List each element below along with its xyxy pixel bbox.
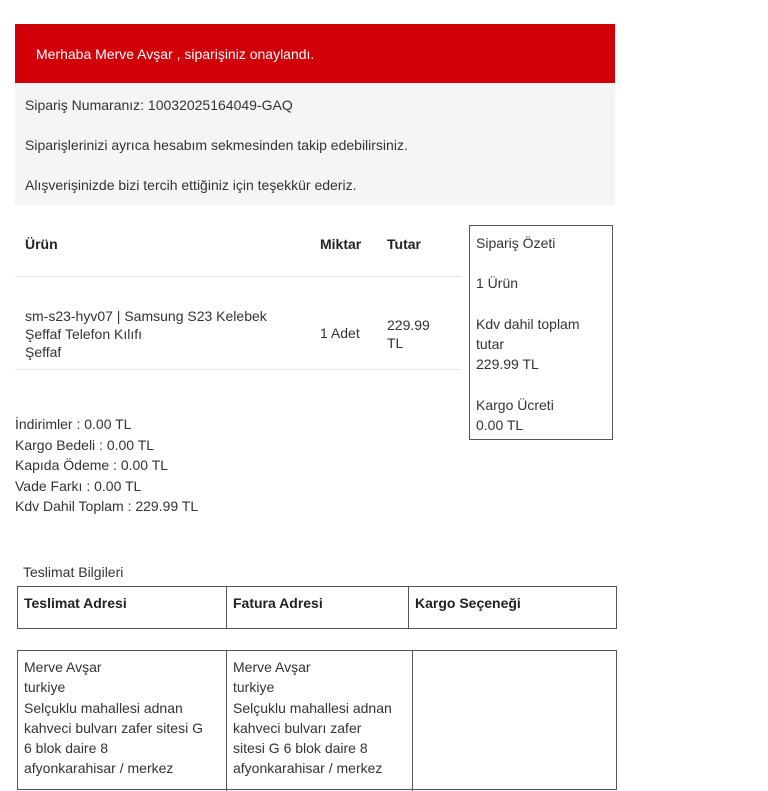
cod-line: Kapıda Ödeme : 0.00 TL [15,457,169,473]
recipient-name: Merve Avşar [24,659,102,675]
cargo-option-cell [413,651,616,791]
banner-text: Merhaba Merve Avşar , siparişiniz onaylandı. [36,45,315,62]
country: turkiye [24,679,66,696]
order-info-panel [15,83,615,205]
summary-item-count: 1 Ürün [476,275,519,291]
address-line: sitesi G 6 blok daire 8 [233,740,368,757]
billing-address-cell [227,651,413,791]
product-price: 229.99 TL [387,317,430,351]
product-quantity: 1 Adet [320,325,360,341]
header-cargo-option: Kargo Seçeneği [415,595,521,611]
order-number: Sipariş Numaranız: 10032025164049-GAQ [25,97,293,113]
header-billing-address: Fatura Adresi [233,595,323,611]
price-breakdown [15,414,198,517]
address-line: kahveci bulvarı zafer [233,719,362,736]
summary-shipping-label: Kargo Ücreti [476,397,554,413]
address-line: Selçuklu mahallesi adnan [24,699,183,716]
shipping-address-cell [18,651,227,791]
summary-shipping-value: 0.00 TL [476,417,524,433]
order-confirmation-banner [15,24,615,83]
address-line: 6 blok daire 8 [24,740,109,757]
recipient-name: Merve Avşar [233,659,311,675]
header-product: Ürün [25,236,58,252]
discounts-line: İndirimler : 0.00 TL [15,416,132,432]
product-name: sm-s23-hyv07 | Samsung S23 Kelebek Şeffaf Telefon Kılıfı Şeffaf [25,308,267,360]
term-difference-line: Vade Farkı : 0.00 TL [15,477,142,494]
address-line: afyonkarahisar / merkez [24,760,174,777]
country: turkiye [233,679,275,696]
address-line: kahveci bulvarı zafer sitesi G [24,719,203,736]
divider [15,369,461,370]
delivery-table-body [17,650,617,790]
address-line: Selçuklu mahallesi adnan [233,699,392,716]
header-shipping-address: Teslimat Adresi [24,595,127,611]
grand-total-line: Kdv Dahil Toplam : 229.99 TL [15,498,199,514]
address-line: afyonkarahisar / merkez [233,760,383,777]
order-summary-box [469,225,613,440]
summary-total-label-1: Kdv dahil toplam [476,316,580,332]
divider [15,276,461,277]
summary-total-value: 229.99 TL [476,356,539,372]
tracking-note: Siparişlerinizi ayrıca hesabım sekmesinden takip edebilirsiniz. [25,137,408,153]
thanks-message: Alışverişinizde bizi tercih ettiğiniz için teşekkür ederiz. [25,177,357,193]
summary-title: Sipariş Özeti [476,235,556,251]
shipping-cost-line: Kargo Bedeli : 0.00 TL [15,436,155,453]
header-total: Tutar [387,236,421,252]
delivery-table-header [17,586,617,629]
summary-total-label-2: tutar [476,336,505,352]
delivery-title: Teslimat Bilgileri [23,564,124,580]
header-quantity: Miktar [320,236,362,252]
